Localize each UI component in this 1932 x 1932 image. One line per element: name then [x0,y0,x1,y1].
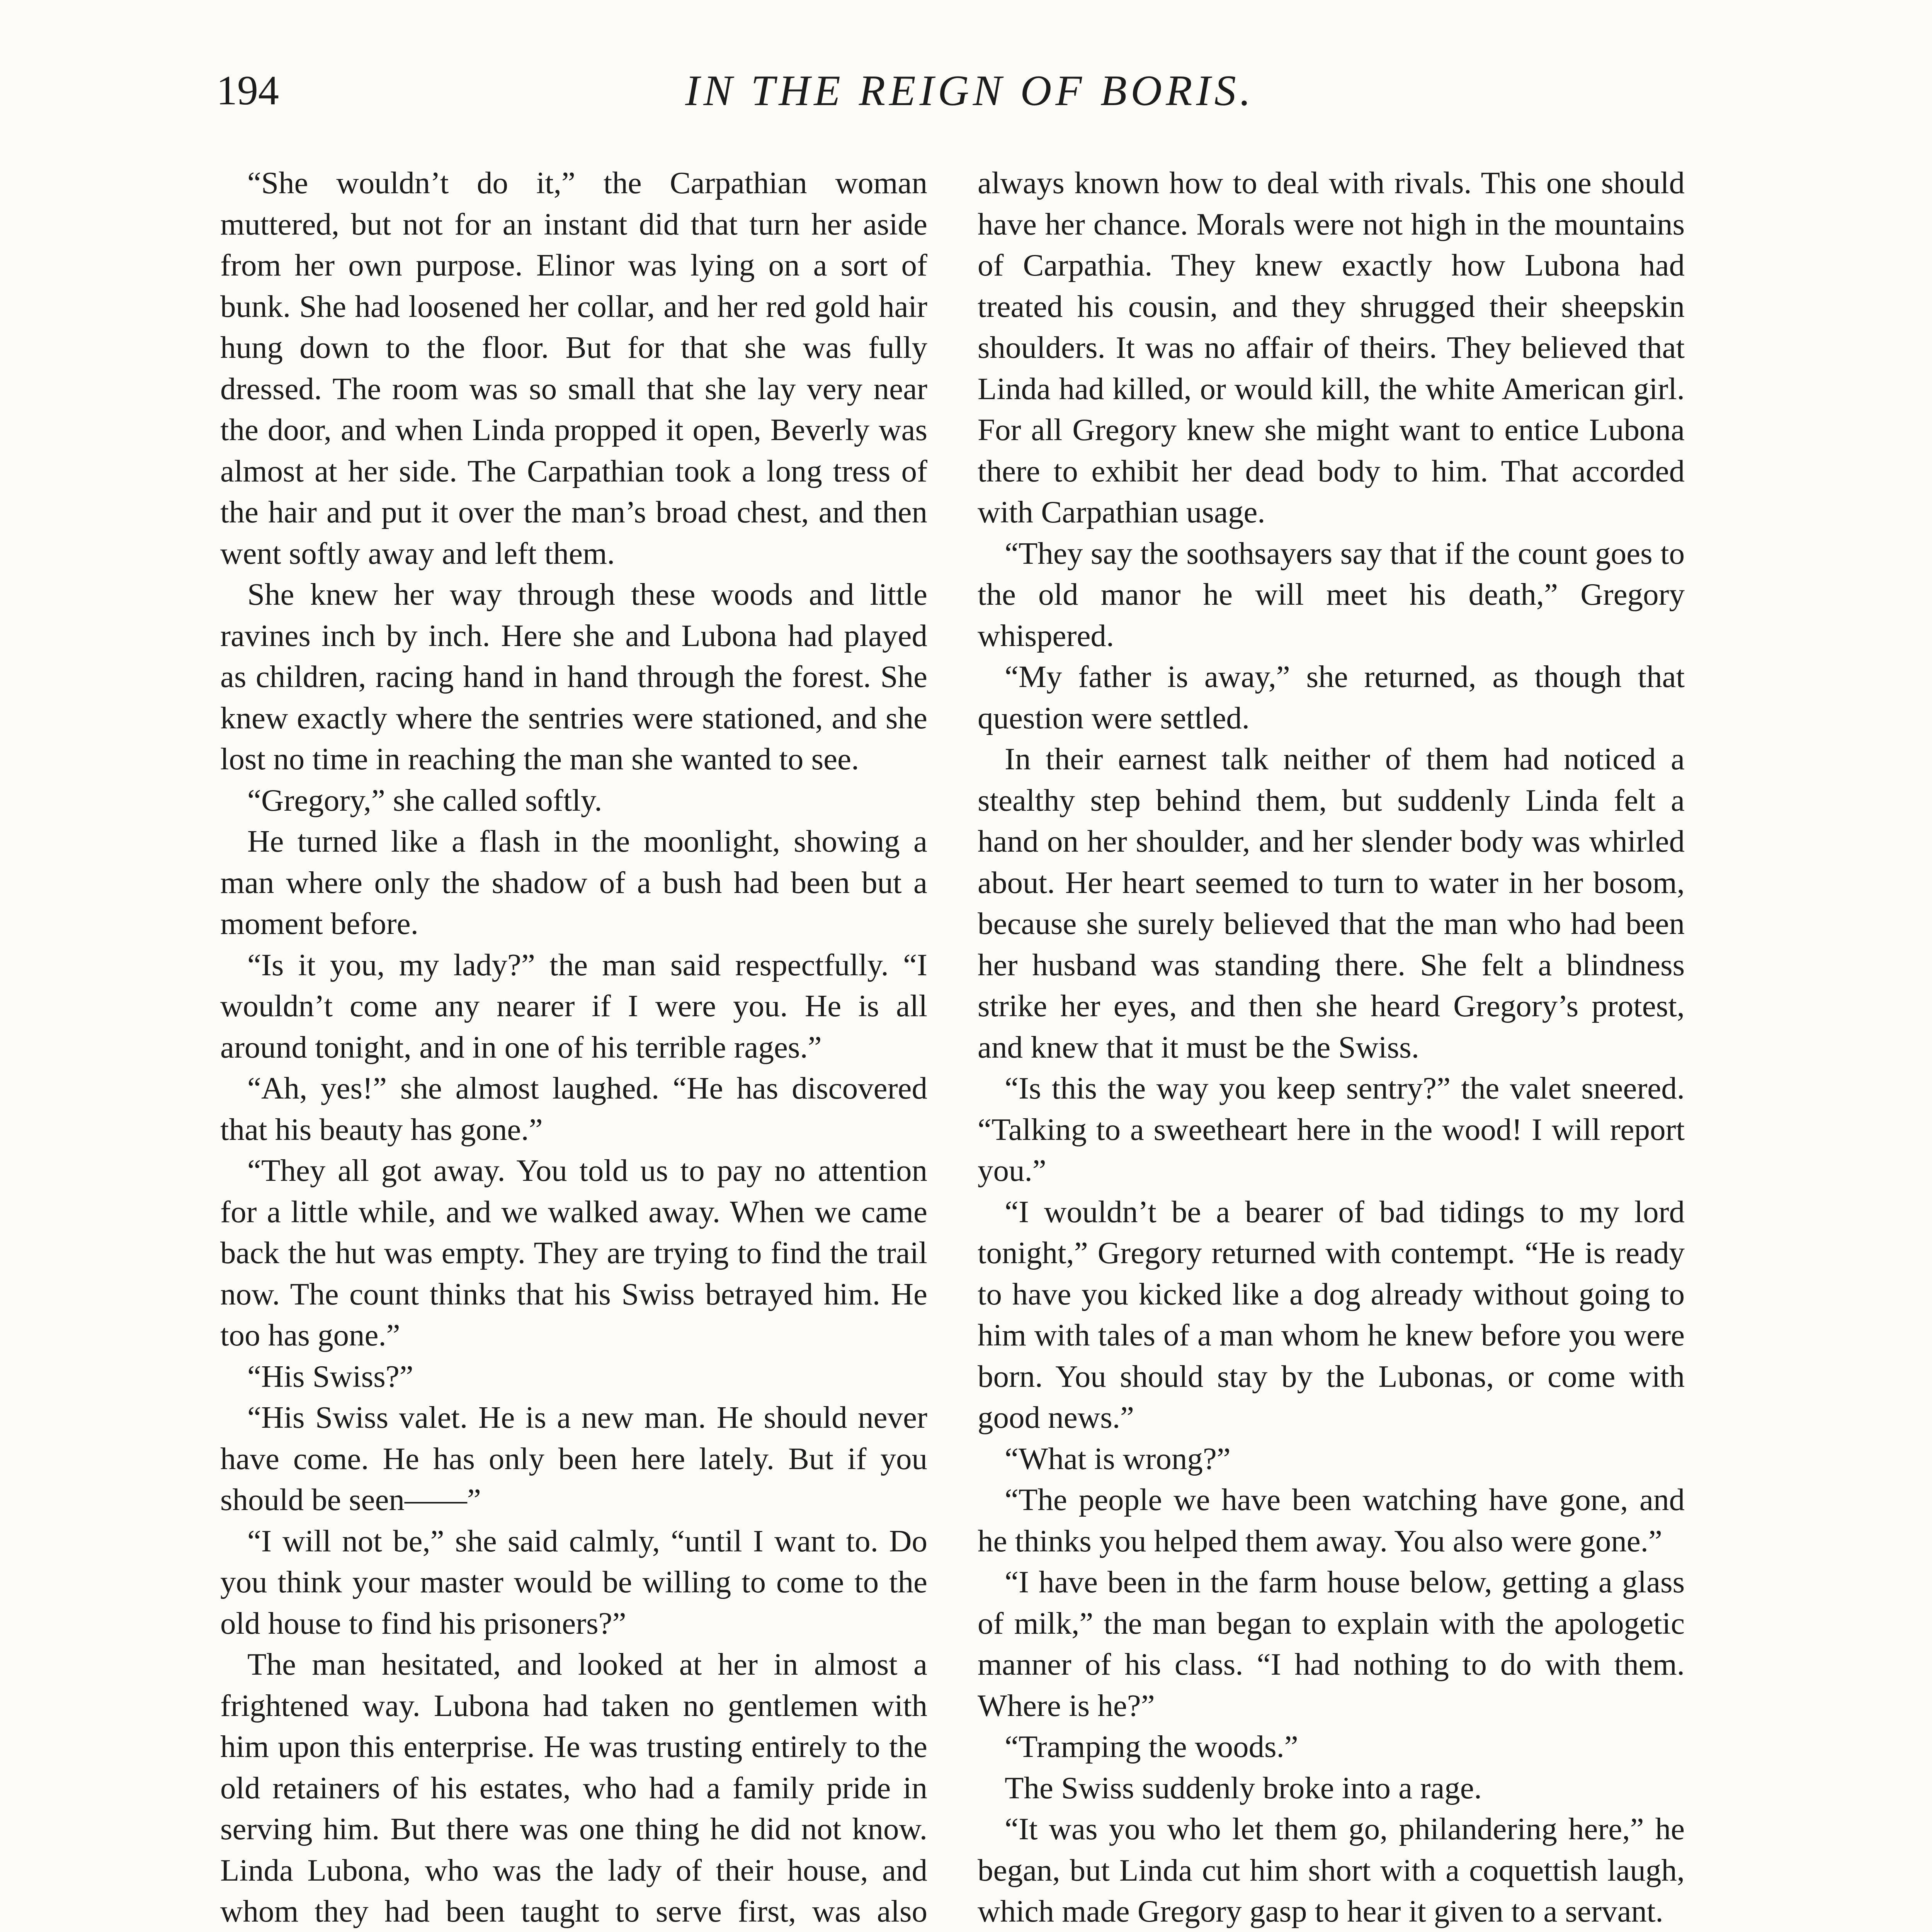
paragraph: “They say the soothsayers say that if the count goes to the old manor he will meet his death,” Gregory whispered. [978,536,1685,653]
paragraph: She knew her way through these woods and little ravines inch by inch. Here she and Lubona had played as children, racing hand in hand through the forest. She knew exactly where the sentries were stationed, and she lost no time in reaching the man she wanted to see. [220,577,927,776]
paragraph: “His Swiss?” [247,1359,413,1394]
paragraph-continuation: always known how to deal with rivals. This one should have her chance. Morals were not high in the mountains of Carpathia. They knew exactly how Lubona had treated his cousin, and they shrugged their sheepskin shoulders. It was no affair of theirs. They believed that Linda had killed, or would kill, the white American girl. For all Gregory knew she might want to entice Lubona there to exhibit her dead body to him. That accorded with Carpathian usage. [978,165,1685,529]
paragraph: “His Swiss valet. He is a new man. He should never have come. He has only been here lately. But if you should be seen——” [220,1400,927,1517]
page-header [216,58,1723,128]
paragraph: “Tramping the woods.” [1005,1729,1298,1764]
paragraph: “The people we have been watching have gone, and he thinks you helped them away. You also were gone.” [978,1482,1685,1558]
page-number: 194 [216,68,279,114]
paragraph: The Swiss suddenly broke into a rage. [1005,1770,1482,1805]
paragraph: “Gregory,” she called softly. [247,782,602,818]
paragraph: “It was you who let them go, philandering here,” he began, but Linda cut him short with a coquettish laugh, which made Gregory gasp to hear it given to a servant. [978,1811,1685,1929]
paragraph: “She wouldn’t do it,” the Carpathian woman muttered, but not for an instant did that turn her aside from her own purpose. Elinor was lying on a sort of bunk. She had loosened her collar, and her red gold hair hung down to the floor. But for that she was fully dressed. The room was so small that she lay very near the door, and when Linda propped it open, Beverly was almost at her side. The Carpathian took a long tress of the hair and put it over the man’s broad chest, and then went softly away and left them. [220,165,927,571]
paragraph: “They all got away. You told us to pay no attention for a little while, and we walked away. When we came back the hut was empty. They are trying to find the trail now. The count thinks that his Swiss betrayed him. He too has gone.” [220,1153,927,1352]
paragraph: “Is it you, my lady?” the man said respectfully. “I wouldn’t come any nearer if I were you. He is all around tonight, and in one of his terrible rages.” [220,947,927,1065]
running-title: IN THE REIGN OF BORIS. [685,67,1255,115]
left-column [220,162,927,1932]
paragraph: In their earnest talk neither of them had noticed a stealthy step behind them, but suddenly Linda felt a hand on her shoulder, and her slender body was whirled about. Her heart seemed to turn to water in her bosom, because she surely believed that the man who had been her husband was standing there. She felt a blindness strike her eyes, and then she heard Gregory’s protest, and knew that it must be the Swiss. [978,742,1685,1065]
paragraph: “Ah, yes!” she almost laughed. “He has discovered that his beauty has gone.” [220,1071,927,1147]
paragraph: “I have been in the farm house below, getting a glass of milk,” the man began to explain with the apologetic manner of his class. “I had nothing to do with them. Where is he?” [978,1565,1685,1723]
right-column [978,162,1685,1932]
paragraph: The man hesitated, and looked at her in almost a frightened way. Lubona had taken no gentlemen with him upon this enterprise. He was trusting entirely to the old retainers of his estates, who had a family pride in serving him. But there was one thing he did not know. Linda Lubona, who was the lady of their house, and whom they had been taught to serve first, was also [220,1647,927,1929]
paragraph: “I wouldn’t be a bearer of bad tidings to my lord tonight,” Gregory returned with contempt. “He is ready to have you kicked like a dog already without going to him with tales of a man whom he knew before you were born. You should stay by the Lubonas, or come with good news.” [978,1194,1685,1435]
paragraph: “Is this the way you keep sentry?” the valet sneered. “Talking to a sweetheart here in the wood! I will report you.” [978,1071,1685,1188]
paragraph: “I will not be,” she said calmly, “until I want to. Do you think your master would be willing to come to the old house to find his prisoners?” [220,1523,927,1641]
paragraph: “My father is away,” she returned, as though that question were settled. [978,659,1685,735]
paragraph: “What is wrong?” [1005,1441,1231,1476]
paragraph: He turned like a flash in the moonlight, showing a man where only the shadow of a bush had been but a moment before. [220,824,927,941]
